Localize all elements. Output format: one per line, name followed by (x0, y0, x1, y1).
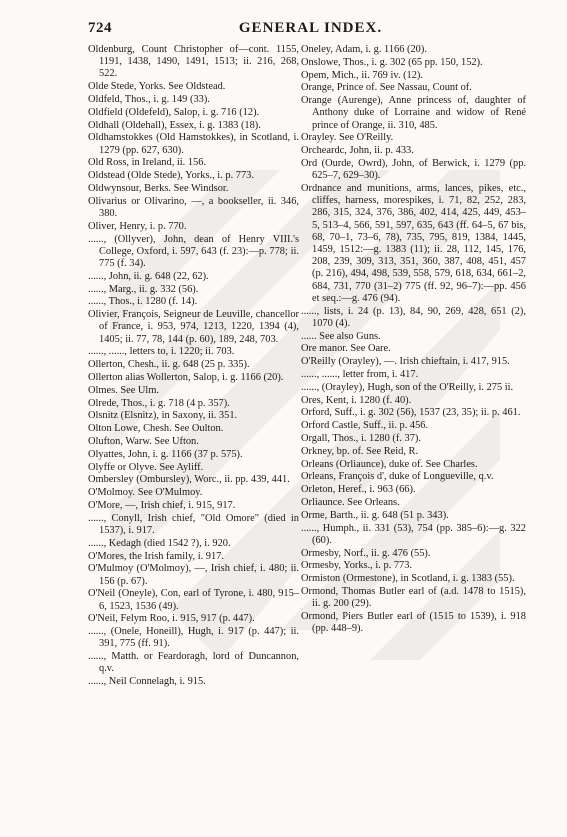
index-entry: Orleans, François d', duke of Longueville, q.v. (301, 471, 494, 483)
index-entry: Ormiston (Ormestone), in Scotland, i. g. 1383 (55). (301, 573, 515, 585)
index-entry: Oliver, Henry, i. p. 770. (88, 220, 187, 232)
index-entry: Oldwynsour, Berks. See Windsor. (88, 182, 229, 194)
index-entry: Ormesby, Norf., ii. g. 476 (55). (301, 547, 431, 559)
index-entry: O'Mores, the Irish family, i. 917. (88, 550, 224, 562)
index-entry: Oldfield (Oldefeld), Salop, i. g. 716 (12). (88, 106, 260, 118)
index-entry: Orliaunce. See Orleans. (301, 496, 400, 508)
index-entry: Orford Castle, Suff., ii. p. 456. (301, 420, 429, 432)
index-entry: Oldhall (Oldehall), Essex, i. g. 1383 (18). (88, 119, 261, 131)
index-entry: ......, (Onele, Honeill), Hugh, i. 917 (p. 447); ii. 391, 775 (ff. 91). (88, 626, 299, 650)
page-header (88, 12, 533, 40)
index-entry: Oldstead (Olde Stede), Yorks., i. p. 773. (88, 170, 254, 182)
index-entry: Olsnitz (Elsnitz), in Saxony, ii. 351. (88, 410, 238, 422)
index-entry: Orgall, Thos., i. 1280 (f. 37). (301, 432, 421, 444)
index-entry: O'Mulmoy (O'Molmoy), —, Irish chief, i. 480; ii. 156 (p. 67). (88, 563, 299, 587)
index-entry: ......, Kedagh (died 1542 ?), i. 920. (88, 537, 231, 549)
index-entry: O'Neil, Felym Roo, i. 915, 917 (p. 447). (88, 613, 255, 625)
index-entry: Orford, Suff., i. g. 302 (56), 1537 (23, 35); ii. p. 461. (301, 407, 521, 419)
index-entry: Orange, Prince of. See Nassau, Count of. (301, 82, 472, 94)
index-entry: Ormond, Thomas Butler earl of (a.d. 1478 to 1515), ii. g. 200 (29). (301, 585, 526, 610)
index-entry: Ordnance and munitions, arms, lances, pikes, etc., cliffes, harness, morespikes, i. 71, 82, 252, 283, 286, 315, 324, 376, 386, 402, 414, 425, 449, 453–5, 513–4, 566, 591, 597, 635, 643 (ff. 64–5, 67 bis, 68, 70–1, 73–6, 78), 735, 795, 819, 1384, 1445, 1459, 1512:—g. 1383 (11); ii. 28, 112, 145, 176, 208, 239, 309, 313, 351, 360, 387, 408, 451, 457 (p. 216), 494, 498, 539, 558, 579, 618, 634, 661–2, 684, 731, 770 (31–2) 775 (ff. 92, 96–7):—pp. 456 et seq.:—g. 476 (94). (301, 182, 526, 304)
index-entry: Oneley, Adam, i. g. 1166 (20). (301, 44, 427, 55)
index-entry: ......, Matth. or Feardoragh, lord of Duncannon, q.v. (88, 651, 299, 675)
index-entry: Olmes. See Ulm. (88, 384, 159, 396)
index-entry: Orleton, Heref., i. 963 (66). (301, 484, 416, 496)
index-entry: ......, Neil Connelagh, i. 915. (88, 676, 206, 688)
index-entry: Olivarius or Olivarino, —, a bookseller, ii. 346, 380. (88, 195, 299, 219)
index-entry: Olde Stede, Yorks. See Oldstead. (88, 81, 226, 93)
index-entry: ...... See also Guns. (301, 330, 381, 342)
index-entry: Olivier, François, Seigneur de Leuville, chancellor of France, i. 953, 974, 1213, 1220, 1394 (4), 1405; ii. 77, 78, 144 (p. 60), 189, 248, 703. (88, 309, 299, 345)
index-entry: O'More, —, Irish chief, i. 915, 917. (88, 499, 236, 511)
index-entry: Ores, Kent, i. 1280 (f. 40). (301, 394, 412, 406)
index-entry: ......, ......, letters to, i. 1220; ii. 703. (88, 346, 235, 358)
index-entry: O'Neil (Oneyle), Con, earl of Tyrone, i. 480, 915–6, 1523, 1536 (49). (88, 588, 299, 612)
index-entry: ......, Humph., ii. 331 (53), 754 (pp. 385–6):—g. 322 (60). (301, 522, 526, 546)
index-entry: Opem, Mich., ii. 769 iv. (12). (301, 69, 423, 81)
index-entry: Ollerton alias Wollerton, Salop, i. g. 1166 (20). (88, 371, 284, 383)
index-entry: Old Ross, in Ireland, ii. 156. (88, 157, 207, 169)
index-column-left (88, 44, 299, 689)
index-entry: Olyattes, John, i. g. 1166 (37 p. 575). (88, 448, 243, 460)
index-entry: Olton Lowe, Chesh. See Oulton. (88, 423, 224, 435)
index-entry: Orayley. See O'Reilly. (301, 132, 394, 144)
index-entry: Orcheardc, John, ii. p. 433. (301, 145, 414, 157)
index-entry: ......, ......, letter from, i. 417. (301, 369, 419, 380)
index-entry: ......, lists, i. 24 (p. 13), 84, 90, 269, 428, 651 (2), 1070 (4). (301, 305, 526, 329)
index-entry: ......, (Orayley), Hugh, son of the O'Reilly, i. 275 ii. (301, 381, 514, 393)
index-entry: Oldfeld, Thos., i. g. 149 (33). (88, 94, 210, 105)
index-entry: Onslowe, Thos., i. g. 302 (65 pp. 150, 152). (301, 56, 483, 68)
index-entry: Olyffe or Olyve. See Ayliff. (88, 461, 204, 473)
index-entry: Ollerton, Chesh., ii. g. 648 (25 p. 335). (88, 359, 250, 371)
index-entry: ......, Conyll, Irish chief, "Old Omore" (died in 1537), i. 917. (88, 512, 299, 536)
page-title: GENERAL INDEX. (238, 20, 383, 36)
index-entry: Orange (Aurenge), Anne princess of, daughter of Anthony duke of Lorraine and widow of René prince of Orange, ii. 310, 485. (301, 95, 526, 131)
index-entry: Orleans (Orliaunce), duke of. See Charles. (301, 458, 478, 470)
index-entry: O'Molmoy. See O'Mulmoy. (88, 487, 203, 499)
index-entry: ......, Thos., i. 1280 (f. 14). (88, 296, 198, 308)
index-entry: ......, Marg., ii. g. 332 (56). (88, 283, 199, 295)
page-number: 724 (88, 20, 112, 36)
index-entry: Olufton, Warw. See Ufton. (88, 435, 199, 447)
index-entry: Orme, Barth., ii. g. 648 (51 p. 343). (301, 509, 449, 521)
index-entry: Orkney, bp. of. See Reid, R. (301, 445, 419, 457)
index-entry: Oldenburg, Count Christopher of—cont. 1155, 1191, 1438, 1490, 1491, 1513; ii. 216, 268, 522. (88, 44, 299, 80)
index-entry: Ombersley (Ombursley), Worc., ii. pp. 439, 441. (88, 474, 290, 486)
index-column-right (301, 44, 526, 636)
index-entry: ......, (Ollyver), John, dean of Henry VIII.'s College, Oxford, i. 597, 643 (f. 23):—p. 778; ii. 775 (f. 34). (88, 233, 299, 269)
index-entry: Oldhamstokkes (Old Hamstokkes), in Scotland, i. 1279 (pp. 627, 630). (88, 132, 299, 156)
index-entry: O'Reilly (Orayley), —. Irish chieftain, i. 417, 915. (301, 356, 510, 368)
index-entry: Ore manor. See Oare. (301, 343, 391, 355)
index-entry: Ord (Ourde, Owrd), John, of Berwick, i. 1279 (pp. 625–7, 629–30). (301, 157, 526, 182)
index-entry: Olrede, Thos., i. g. 718 (4 p. 357). (88, 397, 230, 409)
index-entry: Ormesby, Yorks., i. p. 773. (301, 560, 413, 572)
index-entry: Ormond, Piers Butler earl of (1515 to 1539), i. 918 (pp. 448–9). (301, 610, 526, 635)
index-entry: ......, John, ii. g. 648 (22, 62). (88, 270, 209, 282)
